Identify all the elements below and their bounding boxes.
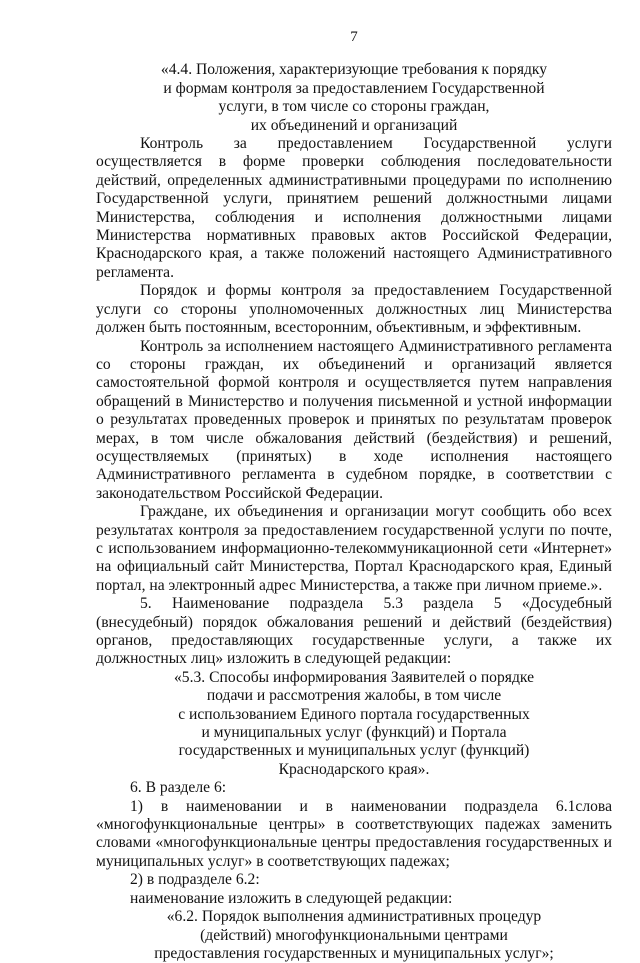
heading-line: (действий) многофункциональными центрами	[200, 926, 508, 944]
heading-line: «6.2. Порядок выполнения административных процедур	[166, 908, 542, 926]
heading-line: их объединений и организаций	[250, 116, 458, 134]
paragraph: Граждане, их объединения и организации могут сообщить обо всех результатах контроля за предоставлением государственной услуги по почте, с использованием информационно-телекоммуникационной сети «Интернет» на официальный сайт Министерства, Портал Краснодарского края, Единый портал, на электронный адрес Министерства, а также при личном приеме.».	[96, 503, 612, 594]
heading-line: подачи и рассмотрения жалобы, в том числе	[206, 687, 502, 705]
section-heading-5-3	[96, 669, 612, 779]
page-number: 7	[350, 29, 358, 45]
heading-line: и формам контроля за предоставлением Государственной	[163, 79, 545, 97]
section-heading-4-4	[96, 61, 612, 135]
heading-line: с использованием Единого портала государственных	[178, 705, 530, 723]
list-item-6-2-text: наименование изложить в следующей редакции:	[130, 889, 453, 907]
heading-line: «5.3. Способы информирования Заявителей о порядке	[174, 668, 534, 686]
paragraph: Контроль за исполнением настоящего Административного регламента со стороны граждан, их объединений и организаций является самостоятельной формой контроля и осуществляется путем направления обращений в Министерство и получения письменной и устной информации о результатах проведенных проверок и принятых по результатам проверок мерах, в том числе обжалования действий (бездействия) и решений, осуществляемых (принятых) в ходе исполнения настоящего Административного регламента в судебном порядке, в соответствии с законодательством Российской Федерации.	[96, 337, 612, 502]
heading-line: и муниципальных услуг (функций) и Портала	[201, 724, 507, 742]
heading-line: государственных и муниципальных услуг (функций)	[178, 742, 530, 760]
list-item-6-1: 1) в наименовании и в наименовании подраздела 6.1слова «многофункциональные центры» в соответствующих падежах заменить словами «многофункциональные центры предоставления государственных и муниципальных услуг» в соответствующих падежах;	[96, 797, 612, 870]
paragraph: Порядок и формы контроля за предоставлением Государственной услуги со стороны уполномоченных должностных лиц Министерства должен быть постоянным, всесторонним, объективным, и эффективным.	[96, 282, 612, 337]
paragraph: Контроль за предоставлением Государственной услуги осуществляется в форме проверки соблюдения последовательности действий, определенных административными процедурами по исполнению Государственной услуги, принятием решений должностными лицами Министерства, соблюдения и исполнения должностными лицами Министерства нормативных правовых актов Российской Федерации, Краснодарского края, а также положений настоящего Административного регламента.	[96, 135, 612, 281]
heading-line: Краснодарского края».	[278, 760, 430, 778]
list-item-6-2: 2) в подразделе 6.2:	[130, 871, 260, 889]
heading-line: услуги, в том числе со стороны граждан,	[218, 98, 490, 116]
section-heading-6-2	[96, 908, 612, 963]
heading-line: «4.4. Положения, характеризующие требования к порядку	[160, 61, 548, 79]
list-item-6: 6. В разделе 6:	[130, 779, 227, 797]
heading-line: предоставления государственных и муниципальных услуг»;	[154, 944, 554, 962]
paragraph: 5. Наименование подраздела 5.3 раздела 5 «Досудебный (внесудебный) порядок обжалования решений и действий (бездействия) органов, предоставляющих государственные услуги, а также их должностных лиц» изложить в следующей редакции:	[96, 595, 612, 668]
